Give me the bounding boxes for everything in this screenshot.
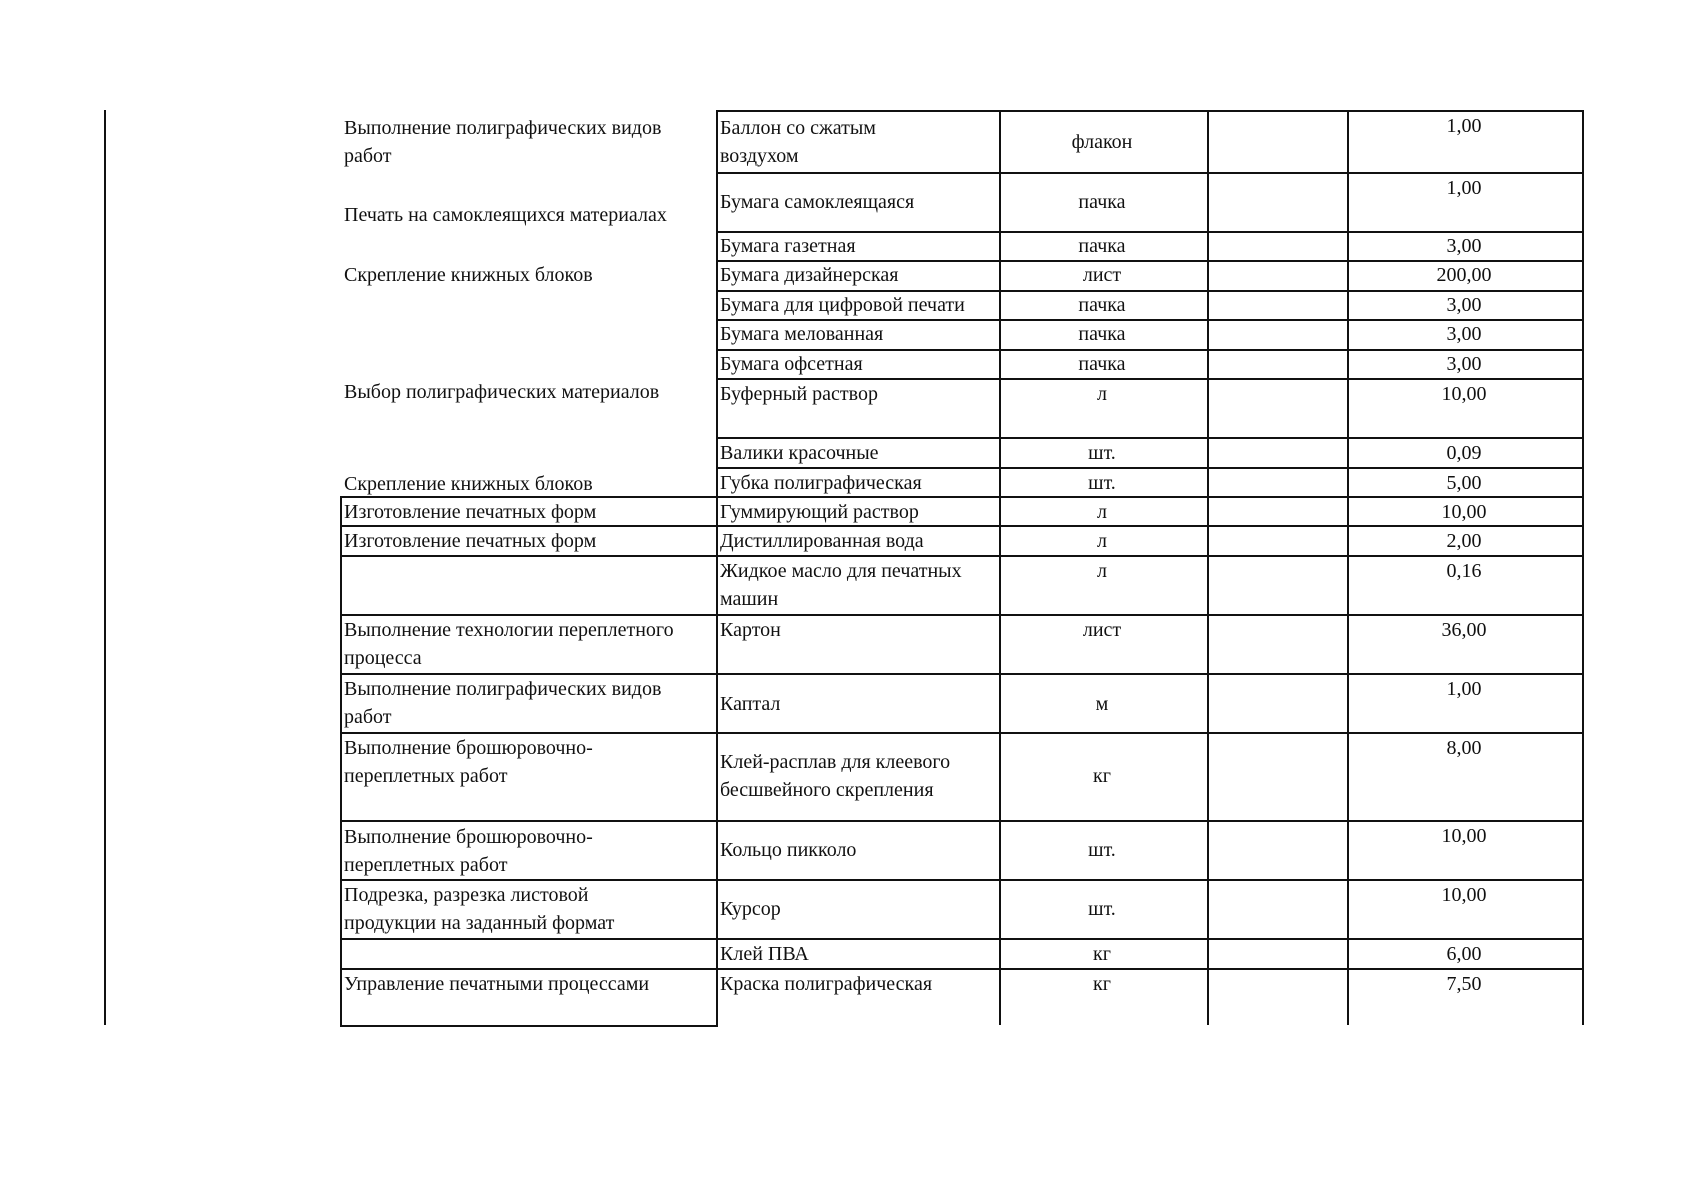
quantity-cell: 8,00 xyxy=(1446,737,1482,759)
page-margin-line xyxy=(104,110,106,1025)
quantity-cell: 10,00 xyxy=(1441,825,1487,847)
quantity-cell: 3,00 xyxy=(1446,323,1482,345)
material-cell: Кольцо пикколо xyxy=(720,839,857,861)
quantity-cell: 2,00 xyxy=(1446,530,1482,552)
unit-cell: пачка xyxy=(1078,191,1126,213)
column-line-extra-left xyxy=(1207,110,1209,1025)
activity-cell: Выполнение полиграфических видов xyxy=(344,117,662,139)
quantity-cell: 6,00 xyxy=(1446,943,1482,965)
quantity-cell: 7,50 xyxy=(1446,973,1482,995)
material-cell: Клей-расплав для клеевого xyxy=(720,751,951,773)
activity-cell: Выполнение технологии переплетного xyxy=(344,619,674,641)
row-line-activity xyxy=(340,555,718,557)
quantity-cell: 36,00 xyxy=(1441,619,1487,641)
material-cell: Бумага самоклеящаяся xyxy=(720,191,915,213)
material-cell: Картон xyxy=(720,619,781,641)
activity-cell: процесса xyxy=(344,647,422,669)
material-cell: Буферный раствор xyxy=(720,383,878,405)
unit-cell: м xyxy=(1095,693,1109,715)
activity-cell: работ xyxy=(344,145,392,167)
unit-cell: пачка xyxy=(1078,294,1126,316)
unit-cell: пачка xyxy=(1078,323,1126,345)
material-cell: воздухом xyxy=(720,145,799,167)
quantity-cell: 0,09 xyxy=(1446,442,1482,464)
material-cell: Валики красочные xyxy=(720,442,879,464)
quantity-cell: 1,00 xyxy=(1446,177,1482,199)
unit-cell: л xyxy=(1097,501,1107,523)
material-cell: Жидкое масло для печатных xyxy=(720,560,962,582)
material-cell: Клей ПВА xyxy=(720,943,809,965)
material-cell: бесшвейного скрепления xyxy=(720,779,934,801)
activity-cell: работ xyxy=(344,706,392,728)
unit-cell: шт. xyxy=(1088,839,1116,861)
unit-cell: шт. xyxy=(1088,442,1116,464)
quantity-cell: 5,00 xyxy=(1446,472,1482,494)
column-line-right xyxy=(1582,110,1584,1025)
activity-cell: Скрепление книжных блоков xyxy=(344,264,593,286)
material-cell: Бумага мелованная xyxy=(720,323,884,345)
material-cell: Гуммирующий раствор xyxy=(720,501,919,523)
activity-cell: Выбор полиграфических материалов xyxy=(344,381,660,403)
row-line-activity xyxy=(340,938,718,940)
quantity-cell: 1,00 xyxy=(1446,115,1482,137)
activity-cell: переплетных работ xyxy=(344,854,508,876)
quantity-cell: 10,00 xyxy=(1441,383,1487,405)
material-cell: машин xyxy=(720,588,779,610)
activity-cell: Печать на самоклеящихся материалах xyxy=(344,204,667,226)
quantity-cell: 1,00 xyxy=(1446,678,1482,700)
material-cell: Бумага офсетная xyxy=(720,353,863,375)
activity-cell: Изготовление печатных форм xyxy=(344,501,597,523)
unit-cell: шт. xyxy=(1088,898,1116,920)
unit-cell: л xyxy=(1097,383,1107,405)
quantity-cell: 10,00 xyxy=(1441,884,1487,906)
unit-cell: пачка xyxy=(1078,353,1126,375)
activity-cell: Выполнение брошюровочно- xyxy=(344,737,593,759)
activity-cell: переплетных работ xyxy=(344,765,508,787)
row-line-bottom-activity xyxy=(340,1025,718,1027)
column-line-activity-left xyxy=(340,496,342,1027)
unit-cell: кг xyxy=(1093,765,1111,787)
material-cell: Бумага для цифровой печати xyxy=(720,294,965,316)
unit-cell: л xyxy=(1097,530,1107,552)
quantity-cell: 200,00 xyxy=(1436,264,1492,286)
row-line-activity xyxy=(340,820,718,822)
unit-cell: шт. xyxy=(1088,472,1116,494)
material-cell: Бумага газетная xyxy=(720,235,856,257)
material-cell: Курсор xyxy=(720,898,781,920)
activity-cell: Скрепление книжных блоков xyxy=(344,473,593,495)
activity-cell: Выполнение брошюровочно- xyxy=(344,826,593,848)
unit-cell: кг xyxy=(1093,973,1111,995)
unit-cell: кг xyxy=(1093,943,1111,965)
material-cell: Дистиллированная вода xyxy=(720,530,924,552)
activity-cell: продукции на заданный формат xyxy=(344,912,615,934)
unit-cell: пачка xyxy=(1078,235,1126,257)
material-cell: Баллон со сжатым xyxy=(720,117,876,139)
unit-cell: флакон xyxy=(1071,131,1133,153)
activity-cell: Управление печатными процессами xyxy=(344,973,650,995)
activity-cell: Подрезка, разрезка листовой xyxy=(344,884,589,906)
quantity-cell: 3,00 xyxy=(1446,353,1482,375)
column-line-material-left xyxy=(716,110,718,1027)
material-cell: Бумага дизайнерская xyxy=(720,264,899,286)
activity-cell: Изготовление печатных форм xyxy=(344,530,597,552)
unit-cell: лист xyxy=(1082,264,1122,286)
material-cell: Губка полиграфическая xyxy=(720,472,922,494)
material-cell: Краска полиграфическая xyxy=(720,973,933,995)
quantity-cell: 0,16 xyxy=(1446,560,1482,582)
unit-cell: л xyxy=(1097,560,1107,582)
quantity-cell: 3,00 xyxy=(1446,294,1482,316)
material-cell: Каптал xyxy=(720,693,781,715)
quantity-cell: 10,00 xyxy=(1441,501,1487,523)
quantity-cell: 3,00 xyxy=(1446,235,1482,257)
unit-cell: лист xyxy=(1082,619,1122,641)
activity-cell: Выполнение полиграфических видов xyxy=(344,678,662,700)
